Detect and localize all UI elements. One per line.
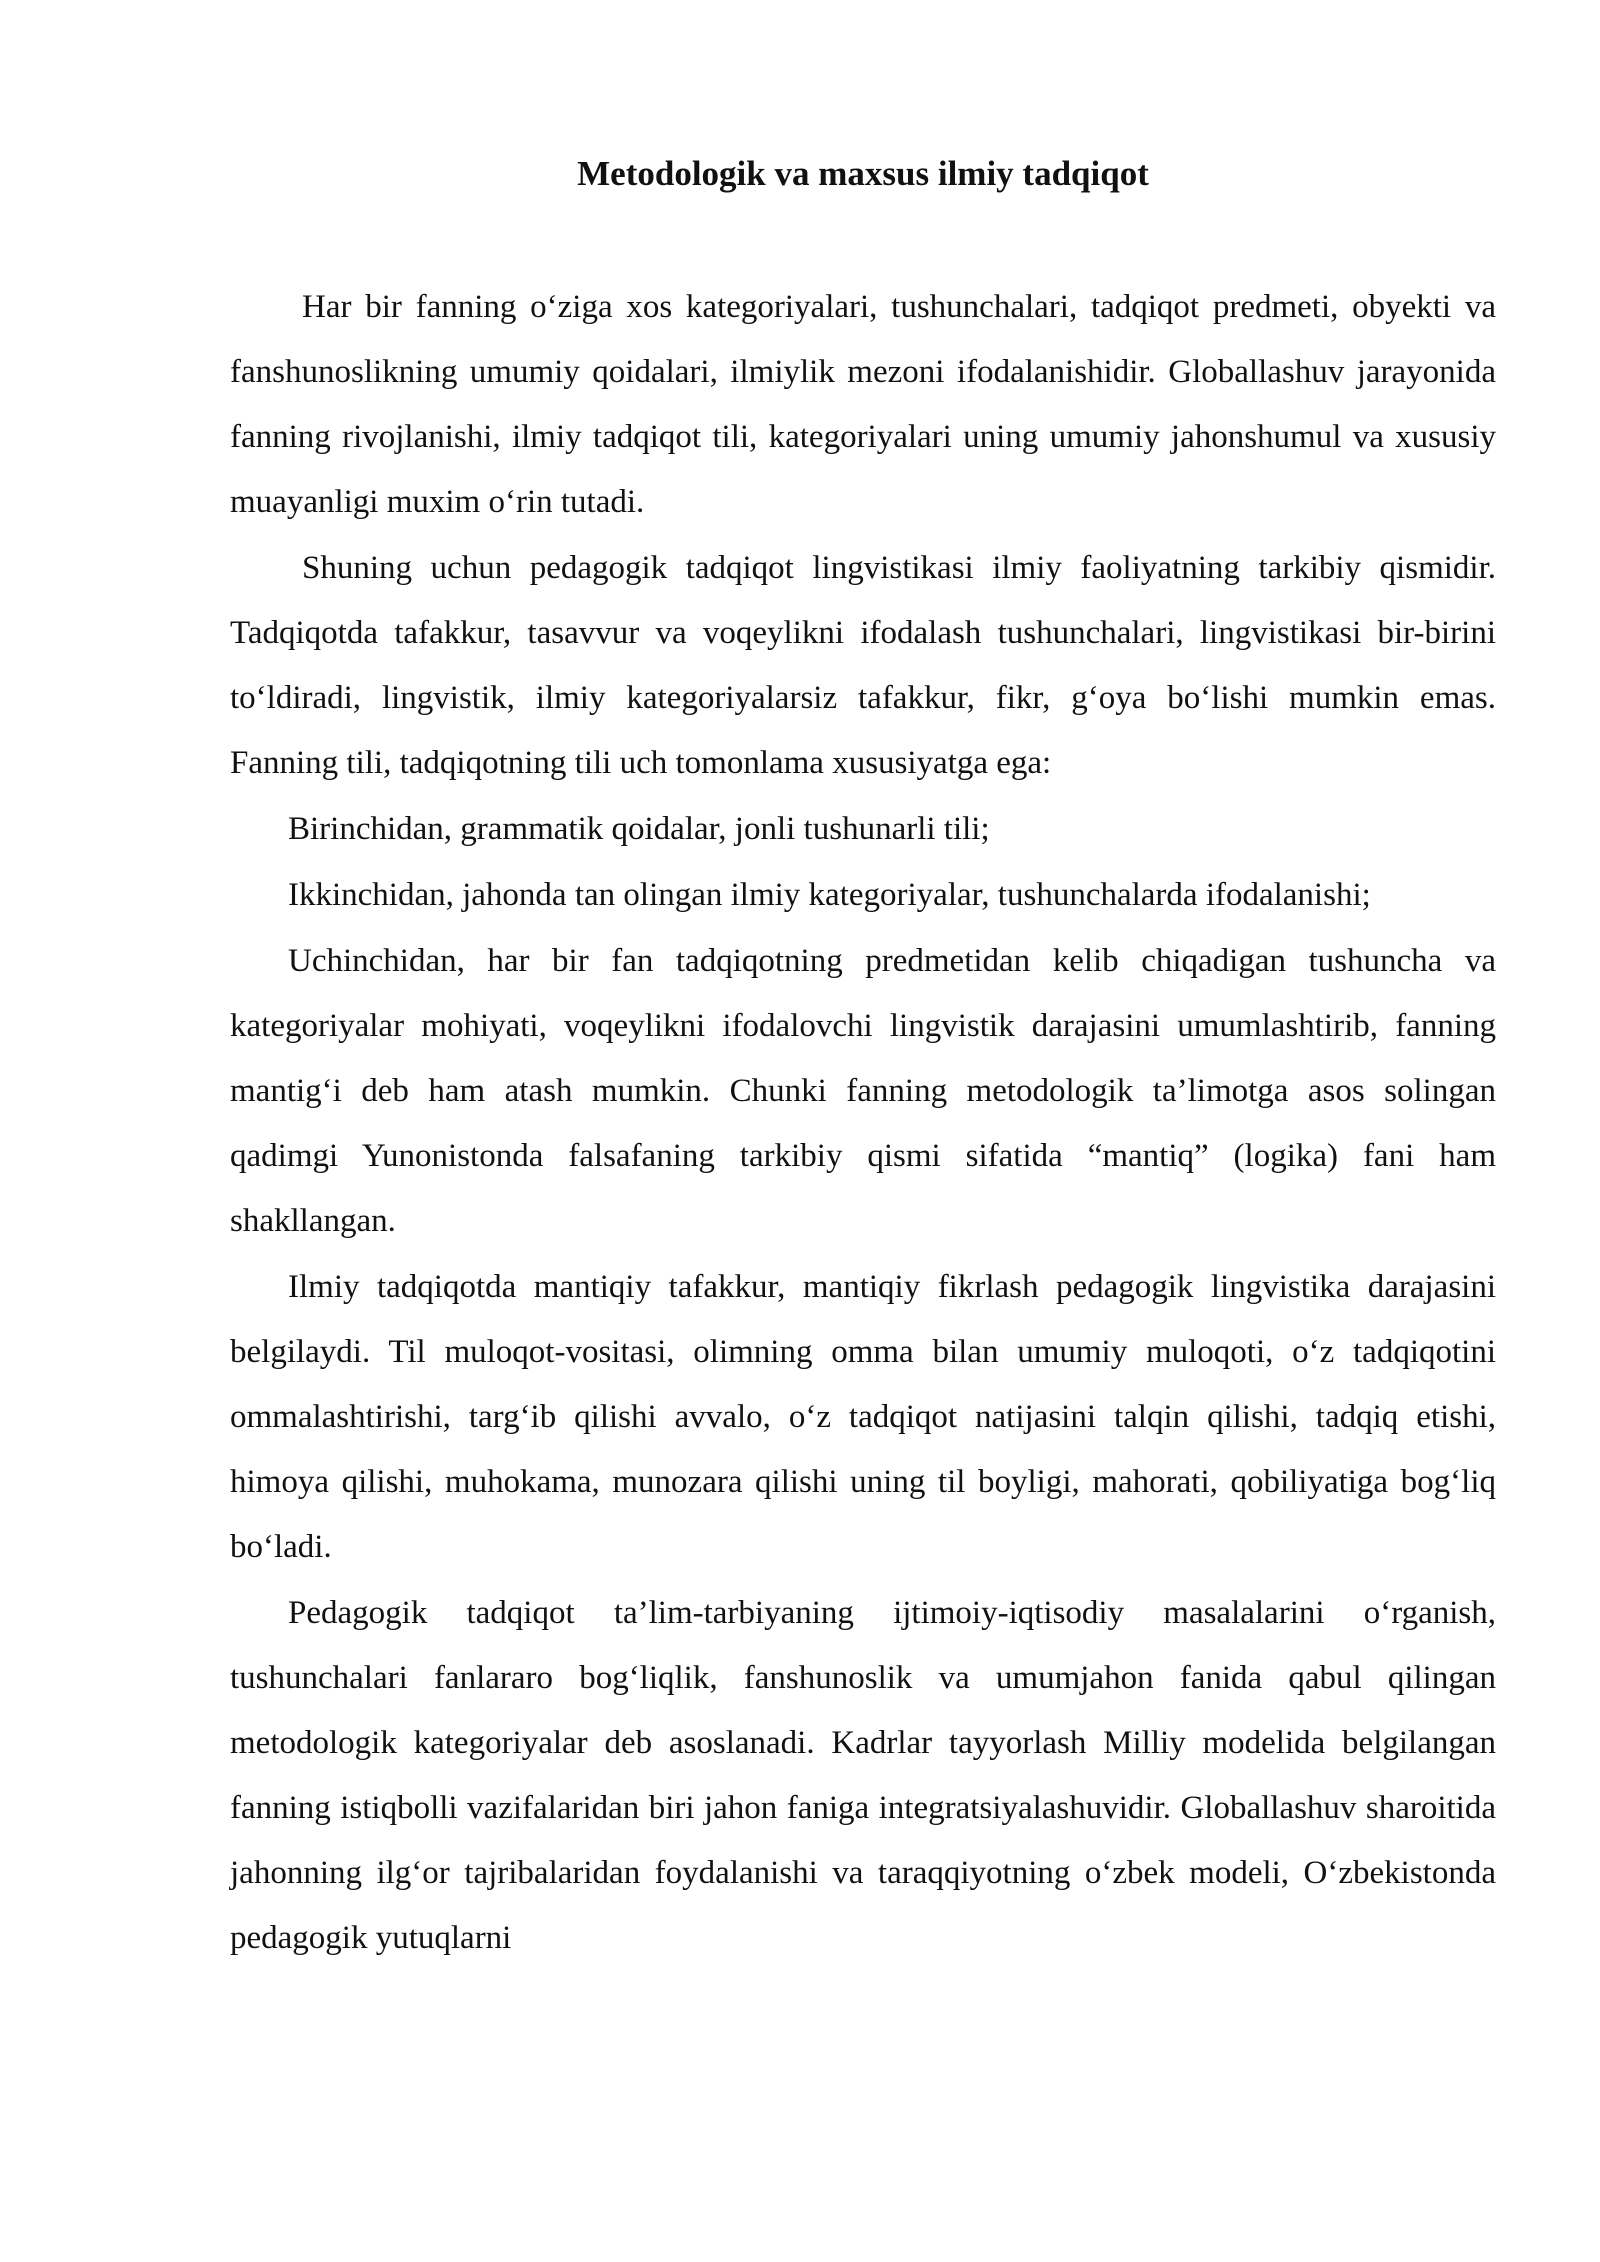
paragraph: Ikkinchidan, jahonda tan olingan ilmiy kategoriyalar, tushunchalarda ifodalanishi;	[288, 877, 1371, 913]
paragraph: Birinchidan, grammatik qoidalar, jonli tushunarli tili;	[288, 811, 990, 847]
paragraph: Shuning uchun pedagogik tadqiqot lingvistikasi ilmiy faoliyatning tarkibiy qismidir. Tadqiqotda tafakkur, tasavvur va voqeylikni ifodalash tushunchalari, lingvistikasi bir-birini to‘ldiradi, lingvistik, ilmiy kategoriyalarsiz tafakkur, fikr, g‘oya bo‘lishi mumkin emas. Fanning tili, tadqiqotning tili uch tomonlama xususiyatga ega:	[230, 550, 1496, 781]
paragraph: Ilmiy tadqiqotda mantiqiy tafakkur, mantiqiy fikrlash pedagogik lingvistika darajasini belgilaydi. Til muloqot-vositasi, olimning omma bilan umumiy muloqoti, o‘z tadqiqotini ommalashtirishi, targ‘ib qilishi avvalo, o‘z tadqiqot natijasini talqin qilishi, tadqiq etishi, himoya qilishi, muhokama, munozara qilishi uning til boyligi, mahorati, qobiliyatiga bog‘liq bo‘ladi.	[230, 1269, 1496, 1565]
paragraph: Har bir fanning o‘ziga xos kategoriyalari, tushunchalari, tadqiqot predmeti, obyekti va fanshunoslikning umumiy qoidalari, ilmiylik mezoni ifodalanishidir. Globallashuv jarayonida fanning rivojlanishi, ilmiy tadqiqot tili, kategoriyalari uning umumiy jahonshumul va xususiy muayanligi muxim o‘rin tutadi.	[230, 289, 1496, 520]
paragraph: Pedagogik tadqiqot ta’lim-tarbiyaning ijtimoiy-iqtisodiy masalalarini o‘rganish, tushunchalari fanlararo bog‘liqlik, fanshunoslik va umumjahon fanida qabul qilingan metodologik kategoriyalar deb asoslanadi. Kadrlar tayyorlash Milliy modelida belgilangan fanning istiqbolli vazifalaridan biri jahon faniga integratsiyalashuvidir. Globallashuv sharoitida jahonning ilg‘or tajribalaridan foydalanishi va taraqqiyotning o‘zbek modeli, O‘zbekistonda pedagogik yutuqlarni	[230, 1595, 1496, 1956]
document-title: Metodologik va maxsus ilmiy tadqiqot	[577, 154, 1149, 193]
document-body	[230, 275, 1496, 1972]
paragraph: Uchinchidan, har bir fan tadqiqotning predmetidan kelib chiqadigan tushuncha va kategoriyalar mohiyati, voqeylikni ifodalovchi lingvistik darajasini umumlashtirib, fanning mantig‘i deb ham atash mumkin. Chunki fanning metodologik ta’limotga asos solingan qadimgi Yunonistonda falsafaning tarkibiy qismi sifatida “mantiq” (logika) fani ham shakllangan.	[230, 943, 1496, 1239]
